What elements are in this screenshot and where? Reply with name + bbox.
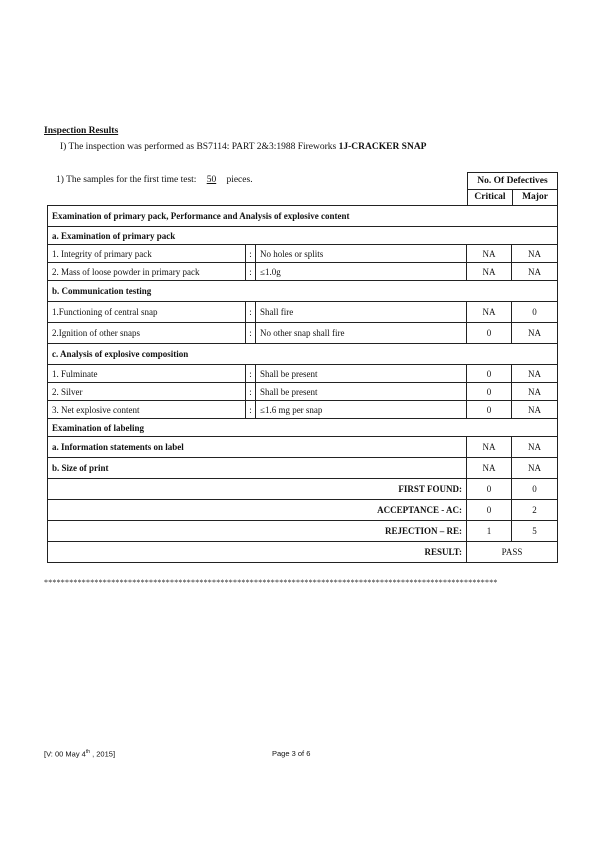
summary-row	[48, 542, 558, 563]
major-cell: 0	[512, 302, 558, 323]
requirement-cell: Shall be present	[256, 365, 467, 383]
requirement-cell: ≤1.0g	[256, 263, 467, 281]
major-cell: NA	[512, 437, 558, 458]
critical-cell: NA	[467, 263, 512, 281]
item-cell: b. Size of print	[48, 458, 467, 479]
colon-cell: :	[246, 245, 256, 263]
first-found-label: FIRST FOUND:	[48, 479, 467, 500]
result-label: RESULT:	[48, 542, 467, 563]
major-cell: NA	[512, 263, 558, 281]
major-cell: NA	[512, 365, 558, 383]
version-prefix: [V: 00 May 4	[44, 749, 86, 759]
colon-cell: :	[246, 323, 256, 344]
item-cell: 2.Ignition of other snaps	[48, 323, 246, 344]
table-row	[48, 302, 558, 323]
critical-cell: NA	[467, 302, 512, 323]
major-cell: NA	[512, 323, 558, 344]
critical-cell: NA	[467, 458, 512, 479]
major-cell: 0	[512, 479, 558, 500]
major-cell: NA	[512, 383, 558, 401]
samples-suffix: pieces.	[226, 175, 253, 185]
table-title: Examination of primary pack, Performance and Analysis of explosive content	[48, 206, 558, 227]
critical-cell: 0	[467, 401, 512, 419]
colon-cell: :	[246, 365, 256, 383]
samples-count: 50	[206, 175, 217, 185]
summary-row	[48, 479, 558, 500]
version-footer	[44, 749, 115, 759]
item-cell: 1. Fulminate	[48, 365, 246, 383]
version-sup: th	[85, 749, 90, 755]
major-header: Major	[522, 192, 548, 202]
samples-prefix: 1) The samples for the first time test:	[56, 175, 197, 185]
colon-cell: :	[246, 263, 256, 281]
page-number: Page 3 of 6	[272, 749, 311, 758]
version-suffix: , 2015]	[92, 749, 116, 759]
section-title: c. Analysis of explosive composition	[48, 344, 558, 365]
table-row	[48, 245, 558, 263]
table-row	[48, 401, 558, 419]
item-cell: 1.Functioning of central snap	[48, 302, 246, 323]
requirement-cell: Shall be present	[256, 383, 467, 401]
section-title: b. Communication testing	[48, 281, 558, 302]
critical-cell: 0	[467, 383, 512, 401]
samples-line	[56, 175, 253, 185]
major-cell: NA	[512, 401, 558, 419]
major-cell: 2	[512, 500, 558, 521]
defectives-header	[467, 172, 558, 205]
table-row	[48, 437, 558, 458]
colon-cell: :	[246, 302, 256, 323]
critical-cell: NA	[467, 437, 512, 458]
requirement-cell: No other snap shall fire	[256, 323, 467, 344]
intro-text: I) The inspection was performed as BS7114: PART 2&3:1988 Fireworks	[60, 142, 337, 152]
inspection-intro	[60, 142, 426, 152]
table-row	[48, 383, 558, 401]
table-row	[48, 458, 558, 479]
critical-cell: 0	[467, 365, 512, 383]
critical-cell: 1	[467, 521, 512, 542]
section-title: Examination of labeling	[48, 419, 558, 437]
critical-cell: NA	[467, 245, 512, 263]
critical-cell: 0	[467, 479, 512, 500]
critical-cell: 0	[467, 500, 512, 521]
defectives-title: No. Of Defectives	[468, 173, 557, 190]
item-cell: 2. Mass of loose powder in primary pack	[48, 263, 246, 281]
colon-cell: :	[246, 383, 256, 401]
result-value: PASS	[467, 542, 558, 563]
item-cell: 2. Silver	[48, 383, 246, 401]
rejection-label: REJECTION – RE:	[48, 521, 467, 542]
critical-cell: 0	[467, 323, 512, 344]
major-cell: 5	[512, 521, 558, 542]
item-cell: a. Information statements on label	[48, 437, 467, 458]
colon-cell: :	[246, 401, 256, 419]
table-row	[48, 365, 558, 383]
table-row	[48, 323, 558, 344]
table-row	[48, 263, 558, 281]
summary-row	[48, 500, 558, 521]
product-name: 1J-CRACKER SNAP	[338, 142, 427, 152]
section-heading: Inspection Results	[44, 126, 119, 136]
major-cell: NA	[512, 245, 558, 263]
major-cell: NA	[512, 458, 558, 479]
summary-row	[48, 521, 558, 542]
section-title: a. Examination of primary pack	[48, 227, 558, 245]
requirement-cell: ≤1.6 mg per snap	[256, 401, 467, 419]
separator-stars: ************************************************************************************************************	[44, 579, 498, 587]
item-cell: 3. Net explosive content	[48, 401, 246, 419]
acceptance-label: ACCEPTANCE - AC:	[48, 500, 467, 521]
item-cell: 1. Integrity of primary pack	[48, 245, 246, 263]
inspection-table	[47, 205, 558, 563]
requirement-cell: No holes or splits	[256, 245, 467, 263]
critical-header: Critical	[468, 190, 513, 205]
requirement-cell: Shall fire	[256, 302, 467, 323]
